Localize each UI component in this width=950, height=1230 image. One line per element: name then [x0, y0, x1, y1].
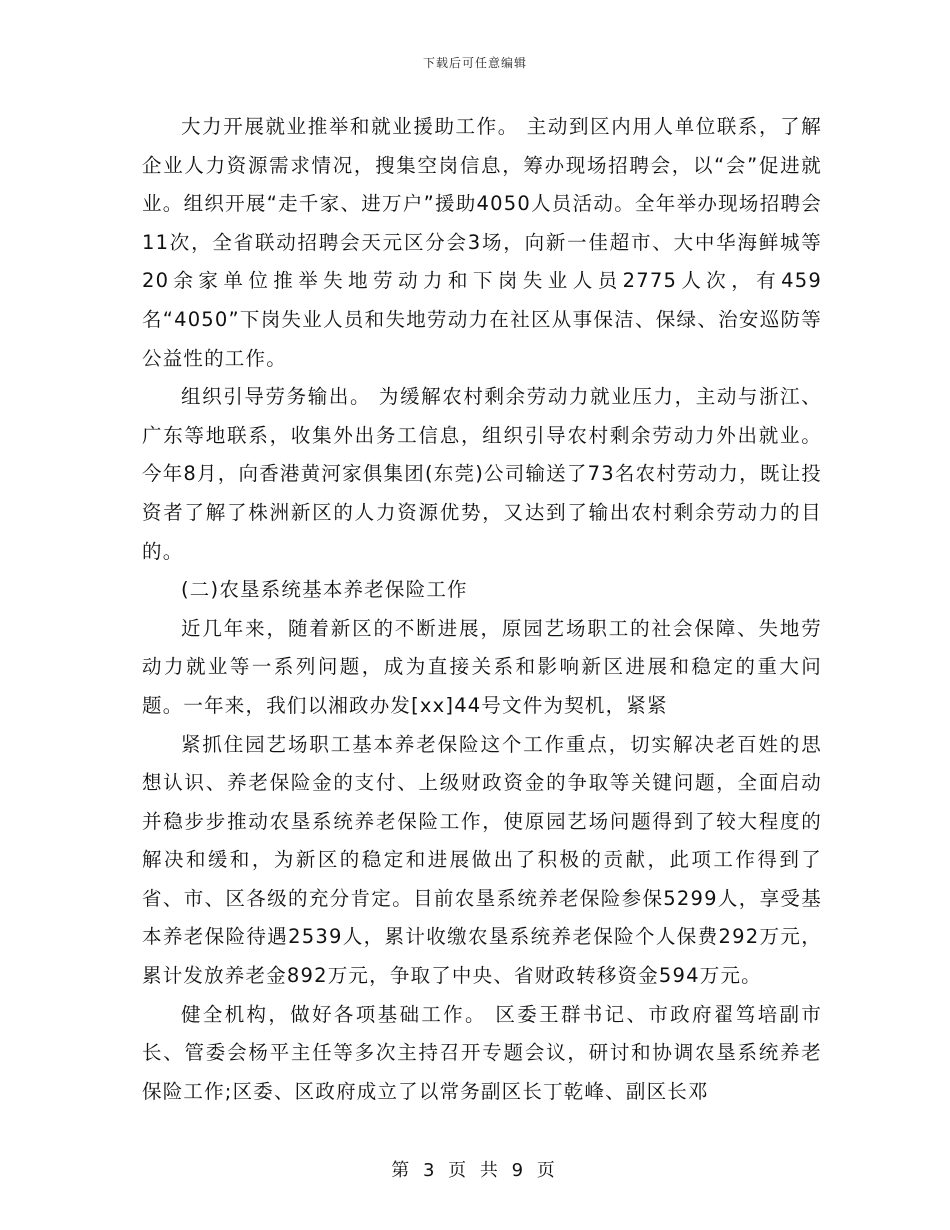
paragraph-labor-export: 组织引导劳务输出。 为缓解农村剩余劳动力就业压力，主动与浙江、广东等地联系，收集外出务工信息，组织引导农村剩余劳动力外出就业。今年8月，向香港黄河家俱集团(东莞)公司输送了73名农村劳动力，既让投资者了解了株洲新区的人力资源优势，又达到了输出农村剩余劳动力的目的。	[142, 385, 822, 563]
paragraph-employment-assistance: 大力开展就业推举和就业援助工作。 主动到区内用人单位联系，了解企业人力资源需求情况，搜集空岗信息，筹办现场招聘会，以“会”促进就业。组织开展“走千家、进万户”援助4050人员活动。全年举办现场招聘会11次，全省联动招聘会天元区分会3场，向新一佳超市、大中华海鲜城等20余家单位推举失地劳动力和下岗失业人员2775人次，有459名“4050”下岗失业人员和失地劳动力在社区从事保洁、保绿、治安巡防等公益性的工作。	[142, 115, 822, 370]
paragraph-pension-results: 紧抓住园艺场职工基本养老保险这个工作重点，切实解决老百姓的思想认识、养老保险金的支付、上级财政资金的争取等关键问题，全面启动并稳步步推动农垦系统养老保险工作，使原园艺场问题得到了较大程度的解决和缓和，为新区的稳定和进展做出了积极的贡献，此项工作得到了省、市、区各级的充分肯定。目前农垦系统养老保险参保5299人，享受基本养老保险待遇2539人，累计收缴农垦系统养老保险个人保费292万元，累计发放养老金892万元，争取了中央、省财政转移资金594万元。	[142, 732, 822, 988]
section-heading-pension: (二)农垦系统基本养老保险工作	[181, 578, 468, 602]
document-body	[142, 108, 822, 1111]
paragraph-institutions: 健全机构，做好各项基础工作。 区委王群书记、市政府翟笃培副市长、管委会杨平主任等多次主持召开专题会议，研讨和协调农垦系统养老保险工作;区委、区政府成立了以常务副区长丁乾峰、副区长邓	[142, 1002, 822, 1103]
page-number-footer: 第 3 页 共 9 页	[391, 1160, 559, 1181]
page-header: 下载后可任意编辑	[422, 56, 527, 70]
paragraph-pension-intro: 近几年来，随着新区的不断进展，原园艺场职工的社会保障、失地劳动力就业等一系列问题，成为直接关系和影响新区进展和稳定的重大问题。一年来，我们以湘政办发[xx]44号文件为契机，紧紧	[142, 616, 822, 717]
